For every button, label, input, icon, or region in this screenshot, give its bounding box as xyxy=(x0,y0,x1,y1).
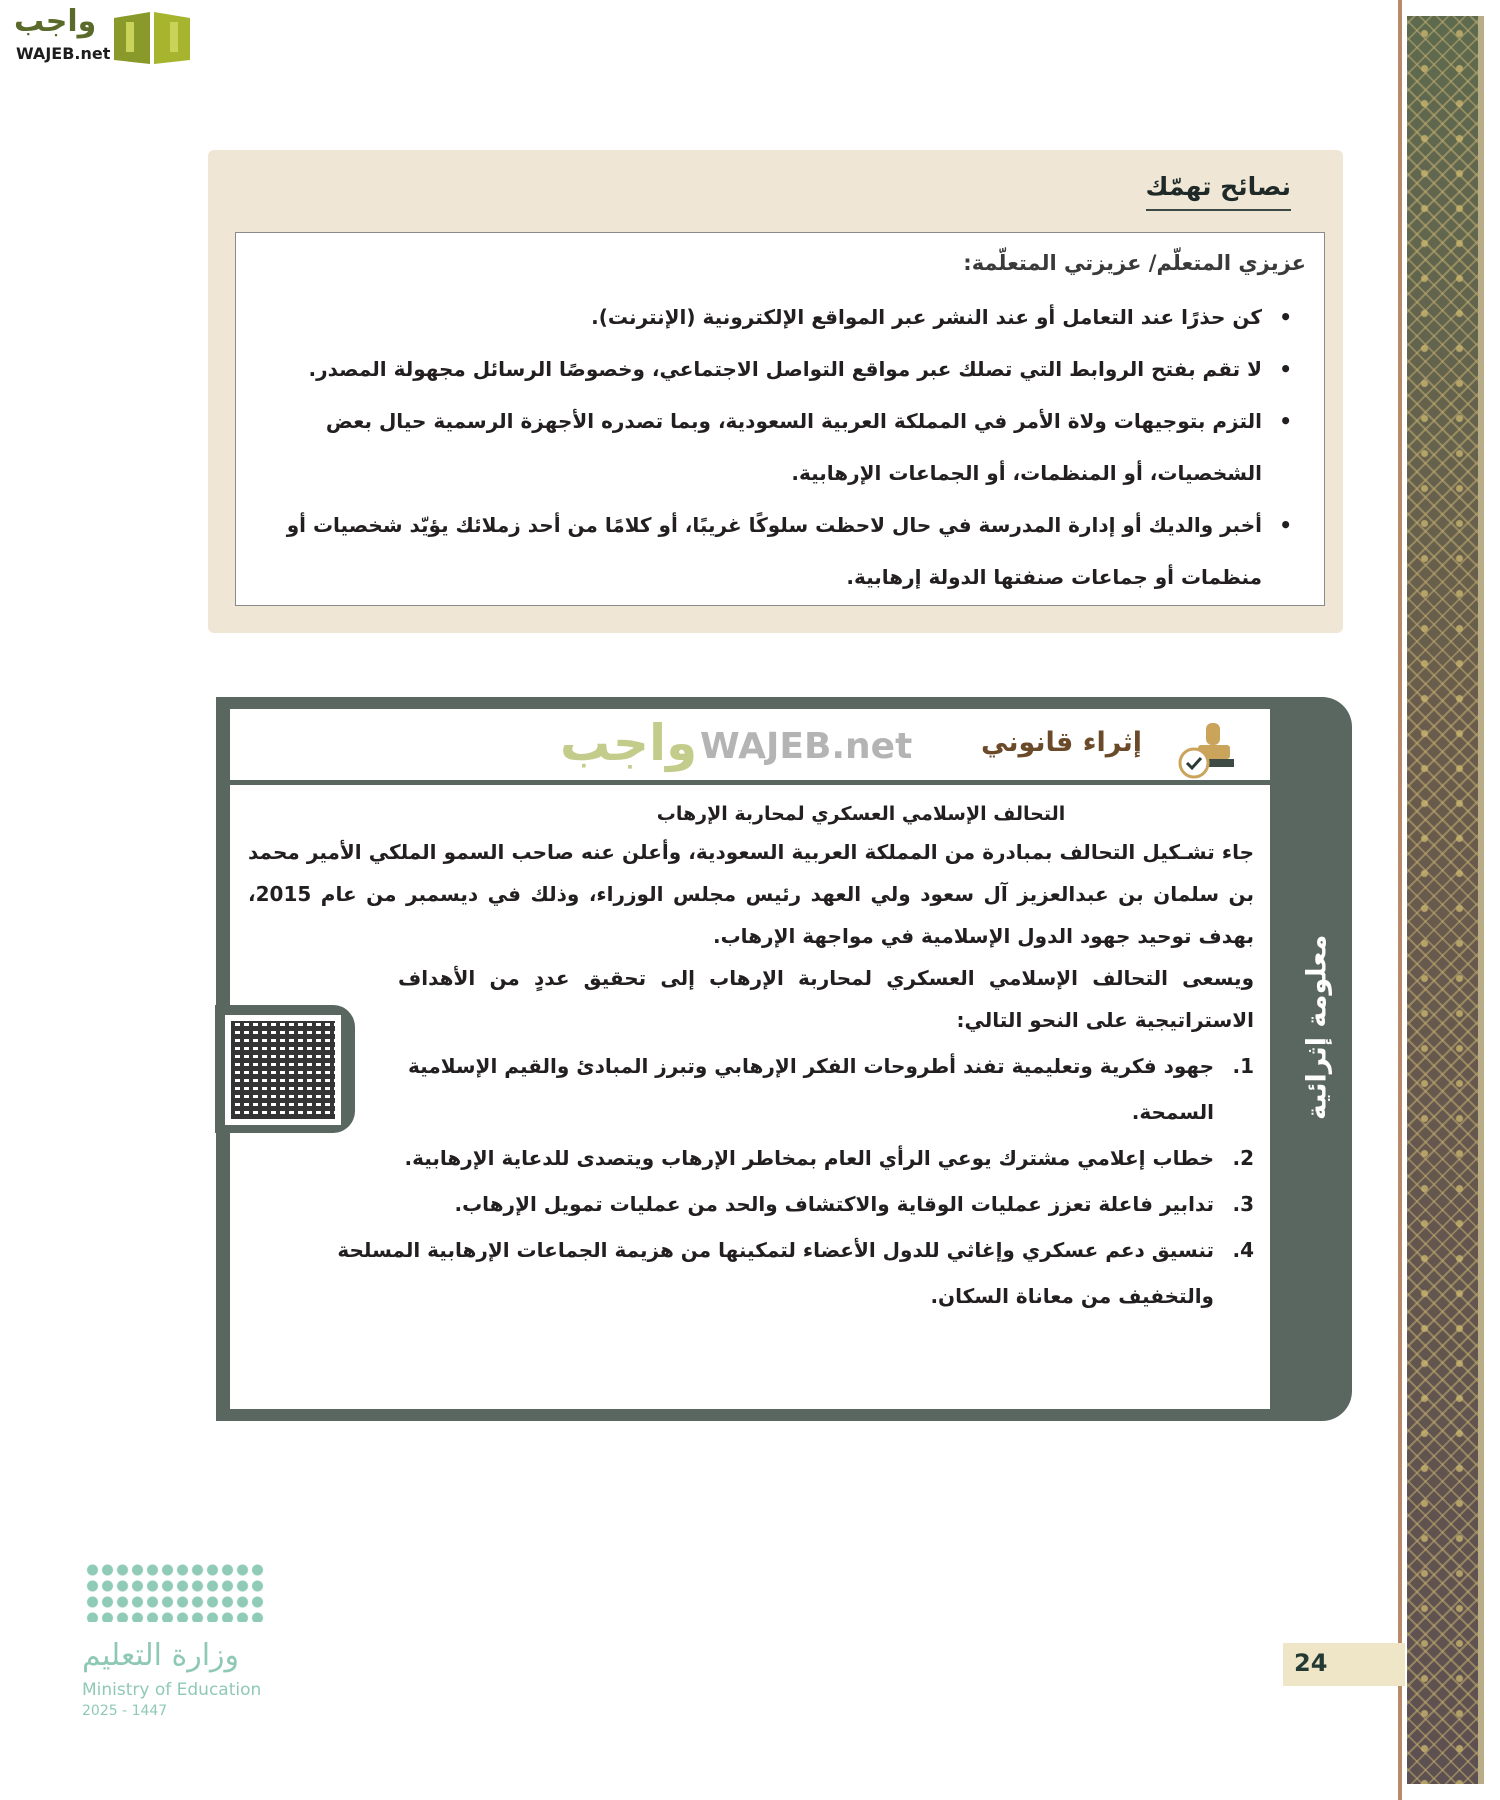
tips-content xyxy=(235,232,1325,606)
ministry-arabic: وزارة التعليم xyxy=(82,1638,240,1673)
logo-latin: WAJEB.net xyxy=(16,44,111,63)
tips-box xyxy=(208,150,1343,633)
paragraph-1: جاء تشـكيل التحالف بمبادرة من المملكة العربية السعودية، وأعلن عنه صاحب السمو الملكي الأمير محمد بن سلمان بن عبدالعزيز آل سعود ولي العهد رئيس مجلس الوزراء، وذلك في ديسمبر من عام 2015، بهدف توحيد جهود الدول الإسلامية في مواجهة الإرهاب. xyxy=(248,840,1254,948)
goal-item: 2. خطاب إعلامي مشترك يوعي الرأي العام بمخاطر الإرهاب ويتصدى للدعاية الإرهابية. xyxy=(404,1146,1254,1170)
book-icon xyxy=(112,8,192,66)
stamp-check-icon xyxy=(1176,719,1240,779)
tips-greeting: عزيزي المتعلّم/ عزيزتي المتعلّمة: xyxy=(963,251,1306,275)
ministry-year: 2025 - 1447 xyxy=(82,1703,168,1719)
watermark-latin: WAJEB.net xyxy=(700,726,913,767)
tips-title: نصائح تهمّك xyxy=(1146,172,1291,211)
logo-arabic: واجب xyxy=(14,4,97,39)
watermark-arabic: واجب xyxy=(560,714,698,772)
ministry-english: Ministry of Education xyxy=(82,1680,262,1700)
tip-item: • أخبر والديك أو إدارة المدرسة في حال لاحظت سلوكًا غريبًا، أو كلامًا من أحد زملائك يؤيّد شخصيات أو منظمات أو جماعات صنفتها الدولة إرهابية. xyxy=(254,499,1292,603)
paragraph-2: ويسعى التحالف الإسلامي العسكري لمحاربة الإرهاب إلى تحقيق عددٍ من الأهداف الاستراتيجية على النحو التالي: xyxy=(398,966,1254,1032)
ministry-logo xyxy=(80,1560,270,1720)
qr-code[interactable] xyxy=(215,1005,355,1133)
goal-item: 3. تدابير فاعلة تعزز عمليات الوقاية والاكتشاف والحد من عمليات تمويل الإرهاب. xyxy=(454,1192,1254,1216)
wajeb-logo[interactable] xyxy=(8,4,192,68)
page-number: 24 xyxy=(1283,1643,1405,1686)
decorative-border xyxy=(1398,0,1488,1800)
tip-item: • التزم بتوجيهات ولاة الأمر في المملكة العربية السعودية، وبما تصدره الأجهزة الرسمية حيال بعض الشخصيات، أو المنظمات، أو الجماعات الإرهابية. xyxy=(254,395,1292,499)
goal-item: 1. جهود فكرية وتعليمية تفند أطروحات الفكر الإرهابي وتبرز المبادئ والقيم الإسلامية السمحة. xyxy=(408,1054,1254,1124)
enrichment-box xyxy=(216,697,1352,1421)
tip-item: • لا تقم بفتح الروابط التي تصلك عبر مواقع التواصل الاجتماعي، وخصوصًا الرسائل مجهولة المصدر. xyxy=(254,343,1292,395)
enrichment-title: إثراء قانوني xyxy=(981,727,1142,758)
goal-item: 4. تنسيق دعم عسكري وإغاثي للدول الأعضاء لتمكينها من هزيمة الجماعات الإرهابية المسلحة والتخفيف من معاناة السكان. xyxy=(337,1238,1254,1308)
tip-item: • كن حذرًا عند التعامل أو عند النشر عبر المواقع الإلكترونية (الإنترنت). xyxy=(254,291,1292,343)
enrichment-subtitle: التحالف الإسلامي العسكري لمحاربة الإرهاب xyxy=(656,803,1066,825)
side-label: معلومة إثرائية xyxy=(1301,934,1333,1120)
ministry-dots-icon xyxy=(85,1562,265,1622)
